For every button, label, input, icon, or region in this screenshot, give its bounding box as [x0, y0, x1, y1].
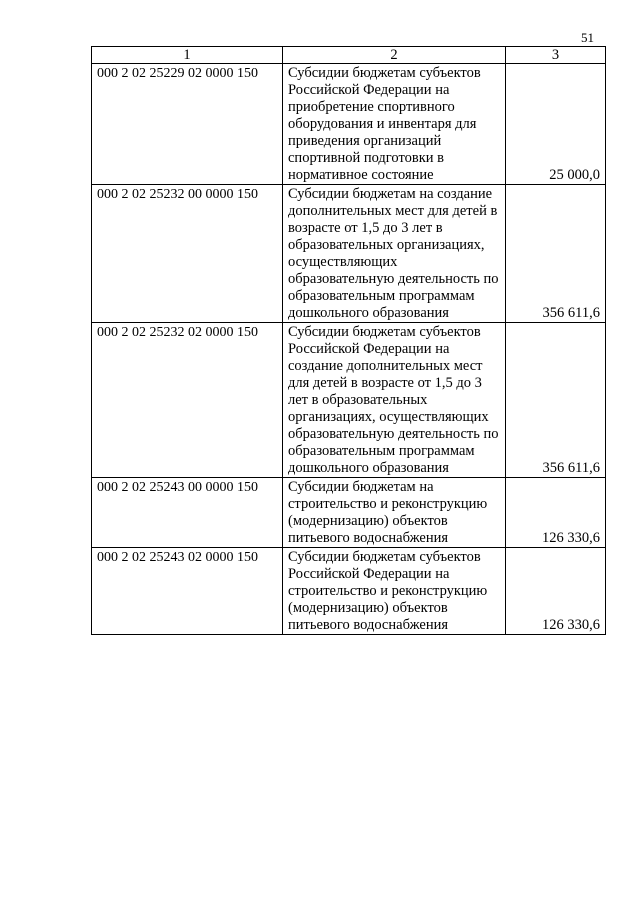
description-cell: Субсидии бюджетам субъектов Российской Федерации на приобретение спортивного оборудования и инвентаря для приведения организаций спортивной подготовки в нормативное состояние [283, 64, 506, 185]
description-cell: Субсидии бюджетам субъектов Российской Федерации на создание дополнительных мест для детей в возрасте от 1,5 до 3 лет в образовательных организациях, осуществляющих образовательную деятельность по образовательным программам дошкольного образования [283, 323, 506, 478]
amount-cell: 126 330,6 [506, 548, 606, 635]
header-row [92, 47, 606, 64]
table-row [92, 323, 606, 478]
budget-code-cell: 000 2 02 25243 02 0000 150 [92, 548, 283, 635]
budget-code-cell: 000 2 02 25232 02 0000 150 [92, 323, 283, 478]
amount-cell: 356 611,6 [506, 323, 606, 478]
table-row [92, 64, 606, 185]
column-header-code: 1 [92, 47, 283, 64]
amount-cell: 25 000,0 [506, 64, 606, 185]
budget-table [91, 46, 606, 635]
description-cell: Субсидии бюджетам на строительство и реконструкцию (модернизацию) объектов питьевого водоснабжения [283, 478, 506, 548]
budget-code-cell: 000 2 02 25232 00 0000 150 [92, 185, 283, 323]
page-number: 51 [581, 30, 594, 45]
amount-cell: 126 330,6 [506, 478, 606, 548]
table-body [92, 64, 606, 635]
column-header-name: 2 [283, 47, 506, 64]
table-header [92, 47, 606, 64]
description-cell: Субсидии бюджетам на создание дополнительных мест для детей в возрасте от 1,5 до 3 лет в образовательных организациях, осуществляющих образовательную деятельность по образовательным программам дошкольного образования [283, 185, 506, 323]
table-row [92, 185, 606, 323]
amount-cell: 356 611,6 [506, 185, 606, 323]
budget-code-cell: 000 2 02 25243 00 0000 150 [92, 478, 283, 548]
column-header-amount: 3 [506, 47, 606, 64]
table-row [92, 478, 606, 548]
budget-code-cell: 000 2 02 25229 02 0000 150 [92, 64, 283, 185]
description-cell: Субсидии бюджетам субъектов Российской Федерации на строительство и реконструкцию (модернизацию) объектов питьевого водоснабжения [283, 548, 506, 635]
table-row [92, 548, 606, 635]
